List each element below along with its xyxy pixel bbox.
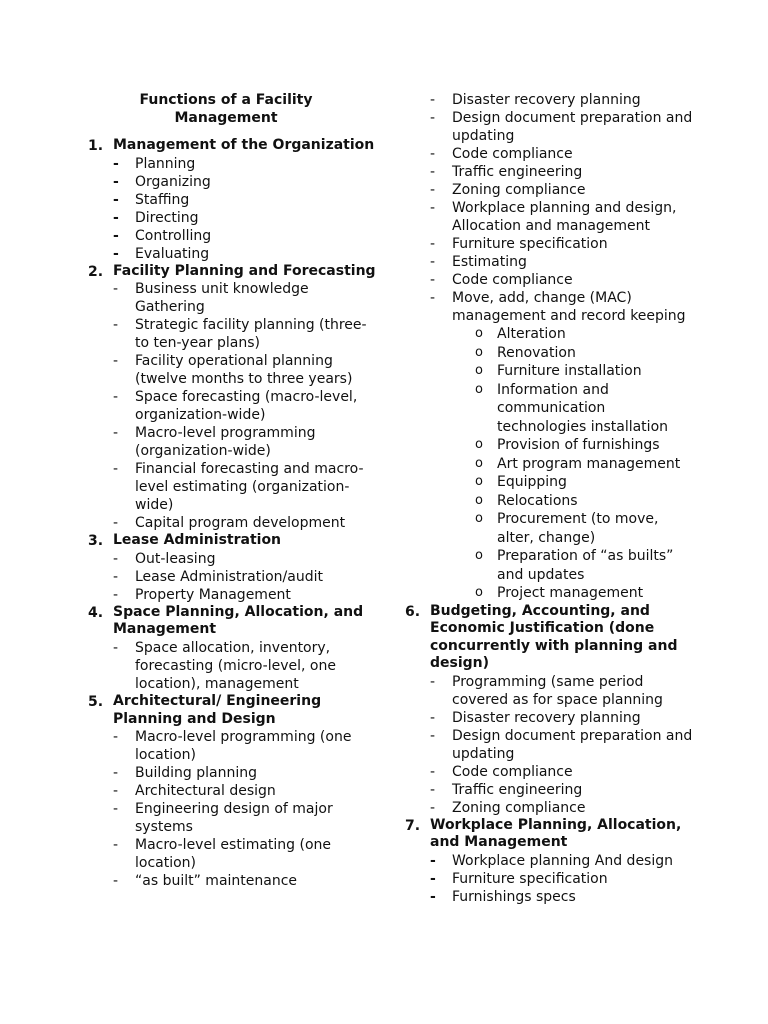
sub-list-item [475,584,695,603]
list-item-text: Workplace planning And design [452,853,673,870]
bullet-marker: - [430,853,436,870]
bullet-marker: - [113,389,119,406]
list-item-text: Building planning [135,765,257,782]
section-left-5 [88,693,378,890]
list-item [430,91,695,109]
sub-list-item [475,325,695,344]
list-item-text: Zoning compliance [452,799,586,816]
list-item-text: Code compliance [452,272,573,288]
sub-marker: o [475,326,483,341]
sub-marker: o [475,455,483,471]
list-item-text: Business unit knowledge Gathering [135,281,309,316]
sub-marker: o [475,363,483,378]
bullet-list [430,673,695,817]
list-item [430,763,695,781]
list-item [113,460,378,514]
sub-list-item [475,436,695,455]
list-item [430,673,695,709]
sub-list-item-text: Furniture installation [497,363,642,379]
section-number: 7. [405,817,421,834]
section-left-1 [88,137,378,263]
section-number: 5. [88,693,104,710]
list-item [430,870,695,888]
list-item [113,568,378,586]
list-item [430,199,695,235]
bullet-marker: - [113,317,119,334]
section-heading: Lease Administration [113,532,282,549]
list-item [430,163,695,181]
bullet-marker: - [113,227,119,244]
list-item [113,514,378,532]
section-right-2 [405,817,695,906]
bullet-marker: - [430,110,436,126]
bullet-marker: - [113,353,119,370]
section-right-1 [405,603,695,817]
document-title: Functions of a Facility Management [139,92,313,126]
bullet-marker: - [113,873,119,890]
sub-marker: o [475,492,483,508]
sub-list-item [475,547,695,584]
list-item-text: Macro-level programming (organization-wide) [135,425,316,460]
bullet-marker: - [113,568,119,585]
list-item-text: Code compliance [452,146,573,162]
list-item [113,836,378,872]
sub-list-item [475,344,695,363]
bullet-marker: - [113,801,119,818]
bullet-marker: - [113,586,119,603]
list-item-text: Design document preparation and updating [452,727,693,762]
list-item-text: Estimating [452,254,527,270]
bullet-marker: - [430,290,436,306]
bullet-marker: - [430,164,436,180]
section-heading: Budgeting, Accounting, and Economic Justification (done concurrently with planning and design) [430,602,678,672]
sub-list-item [475,362,695,381]
bullet-marker: - [113,550,119,567]
bullet-list [430,852,695,906]
section-left-2 [88,263,378,533]
bullet-list [113,280,378,532]
bullet-marker: - [113,639,119,656]
list-item-text: Organizing [135,173,211,190]
sub-list-item-text: Project management [497,585,644,601]
list-item-text: Financial forecasting and macro-level estimating (organization-wide) [135,461,364,514]
list-item [113,209,378,227]
bullet-marker: - [113,245,119,262]
bullet-marker: - [430,799,436,816]
list-item-text: Workplace planning and design, Allocation and management [452,200,677,234]
sub-marker: o [475,511,483,526]
continued-list [405,91,695,603]
list-item-text: Staffing [135,191,190,208]
list-item-text: Controlling [135,227,212,244]
section-left-4 [88,604,378,693]
list-item-text: Directing [135,209,199,226]
list-item [430,235,695,253]
bullet-list [113,155,378,263]
list-item [113,639,378,693]
list-item [430,145,695,163]
sub-list-item-text: Alteration [497,326,566,342]
list-item-text: Facility operational planning (twelve months to three years) [135,353,353,388]
list-item-text: Evaluating [135,245,210,262]
list-item-text: Code compliance [452,763,573,780]
list-item [113,352,378,388]
list-item [113,782,378,800]
list-item [430,253,695,271]
bullet-marker: - [113,837,119,854]
list-item-text: Disaster recovery planning [452,92,641,108]
list-item [113,227,378,245]
bullet-marker: - [430,146,436,162]
section-number: 3. [88,533,104,550]
list-item [113,280,378,316]
list-item-text: Space forecasting (macro-level, organization-wide) [135,389,358,424]
list-item [113,191,378,209]
bullet-marker: - [430,871,436,888]
sub-list-item [475,473,695,492]
list-item [113,245,378,263]
list-item [430,727,695,763]
list-item [430,271,695,289]
bullet-marker: - [430,889,436,906]
list-item-text: Out-leasing [135,550,216,567]
list-item-text: Move, add, change (MAC) management and record keeping [452,290,686,324]
list-item [113,800,378,836]
list-item-text: Lease Administration/audit [135,568,323,585]
bullet-marker: - [430,236,436,252]
list-item-text: Furnishings specs [452,889,576,906]
sub-list-item [475,381,695,437]
bullet-marker: - [430,272,436,288]
bullet-marker: - [113,281,119,298]
sub-marker: o [475,474,483,489]
list-item-text: “as built” maintenance [135,873,298,890]
bullet-marker: - [430,673,436,690]
list-item [430,289,695,325]
bullet-marker: - [113,515,119,532]
bullet-list [113,728,378,890]
list-item-text: Traffic engineering [452,164,583,180]
bullet-marker: - [113,461,119,478]
list-item [430,781,695,799]
bullet-marker: - [430,200,436,216]
list-item [430,852,695,870]
bullet-marker: - [113,155,119,172]
sub-marker: o [475,548,483,563]
sub-list-item [475,455,695,474]
list-item [113,173,378,191]
sub-list [430,325,695,603]
list-item [430,109,695,145]
list-item [430,181,695,199]
list-item [113,550,378,568]
sub-list-item-text: Relocations [497,492,578,509]
list-item-text: Engineering design of major systems [135,801,333,836]
list-item-text: Capital program development [135,515,346,532]
list-item [113,388,378,424]
list-item-text: Furniture specification [452,871,608,888]
bullet-list [430,91,695,603]
list-item-text: Furniture specification [452,236,608,252]
list-item [113,316,378,352]
sub-marker: o [475,344,483,360]
sub-list-item-text: Provision of furnishings [497,437,660,453]
section-left-3 [88,532,378,604]
list-item [430,888,695,906]
section-heading: Space Planning, Allocation, and Management [113,603,364,638]
bullet-marker: - [430,727,436,744]
list-item-text: Planning [135,155,196,172]
list-item [113,872,378,890]
bullet-marker: - [430,709,436,726]
list-item [430,799,695,817]
section-5-continued [405,91,695,603]
left-sections [88,137,378,890]
list-item [113,424,378,460]
list-item-text: Property Management [135,586,291,603]
section-heading: Architectural/ Engineering Planning and Design [113,692,322,727]
bullet-marker: - [113,783,119,800]
section-heading: Facility Planning and Forecasting [113,262,376,279]
sub-list-item-text: Art program management [497,455,681,472]
bullet-marker: - [113,765,119,782]
sub-list-item-text: Preparation of “as builts” and updates [497,548,674,583]
sub-list-item-text: Information and communication technologies installation [497,381,669,435]
bullet-list [113,639,378,693]
bullet-marker: - [430,781,436,798]
bullet-marker: - [113,209,119,226]
sub-list-item-text: Procurement (to move, alter, change) [497,511,659,546]
sub-list-item [475,510,695,547]
sub-marker: o [475,585,483,600]
bullet-marker: - [113,425,119,442]
list-item-text: Traffic engineering [452,781,583,798]
section-heading: Workplace Planning, Allocation, and Management [430,816,682,851]
sub-list-item [475,492,695,511]
bullet-marker: - [430,92,436,108]
section-number: 6. [405,603,421,620]
left-column [88,91,378,890]
list-item-text: Zoning compliance [452,182,586,198]
list-item-text: Design document preparation and updating [452,110,693,144]
bullet-marker: - [430,763,436,780]
bullet-marker: - [113,729,119,746]
bullet-marker: - [430,182,436,198]
list-item-text: Strategic facility planning (three- to ten-year plans) [135,317,367,352]
section-heading: Management of the Organization [113,137,375,153]
right-sections [405,603,695,907]
section-number: 2. [88,263,104,280]
sub-list-item-text: Equipping [497,474,567,490]
list-item [113,155,378,173]
list-item [113,728,378,764]
list-item-text: Disaster recovery planning [452,709,641,726]
list-item [113,764,378,782]
bullet-list [113,550,378,604]
list-item-text: Programming (same period covered as for space planning [452,673,663,708]
bullet-marker: - [430,254,436,270]
sub-list-item-text: Renovation [497,344,576,361]
right-column [405,91,695,906]
sub-marker: o [475,437,483,452]
section-number: 1. [88,138,104,154]
bullet-marker: - [113,191,119,208]
section-number: 4. [88,604,104,621]
list-item-text: Macro-level programming (one location) [135,729,352,764]
sub-marker: o [475,381,483,397]
bullet-marker: - [113,173,119,190]
list-item-text: Macro-level estimating (one location) [135,837,332,872]
list-item [113,586,378,604]
list-item-text: Architectural design [135,783,276,800]
list-item-text: Space allocation, inventory, forecasting (micro-level, one location), management [135,639,336,692]
list-item [430,709,695,727]
